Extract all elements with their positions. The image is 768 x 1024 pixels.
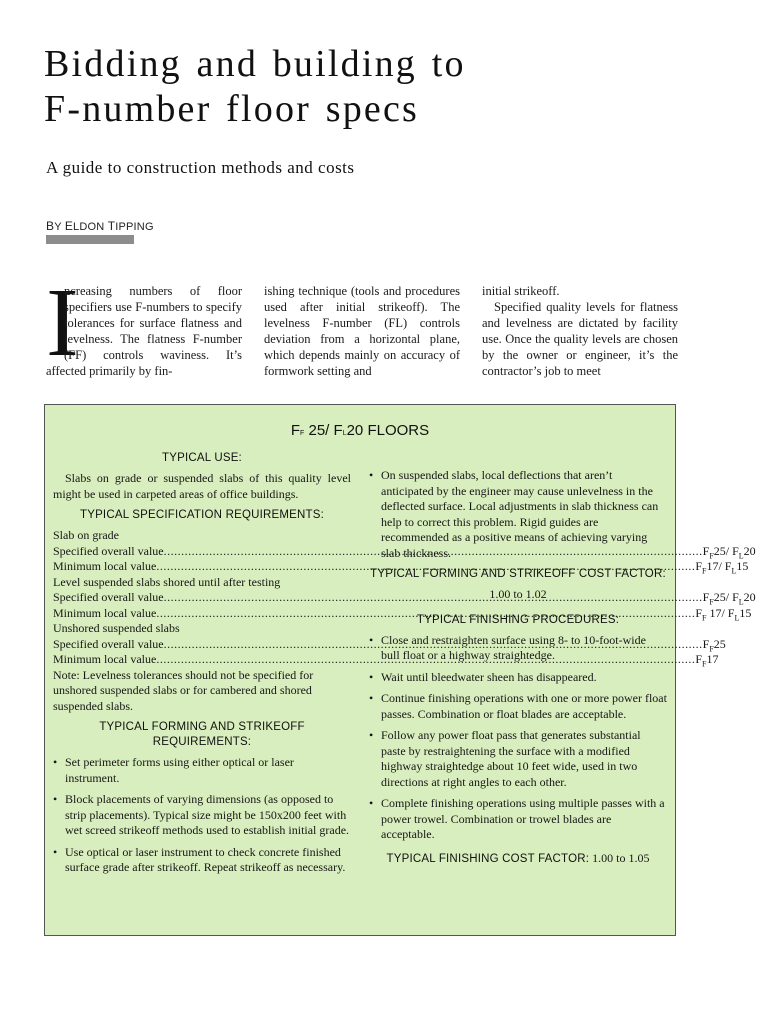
finishing-cost bbox=[369, 851, 667, 867]
list-item: • Wait until bleedwater sheen has disappeared. bbox=[369, 669, 597, 684]
article-title bbox=[44, 42, 734, 132]
intro-text-3b: Specified quality levels for flatness and levelness are dictated by facility use. Once the quality levels are chosen by the owner or engineer, it’s the contractor’s job to meet bbox=[482, 300, 678, 378]
finishing-heading: TYPICAL FINISHING PROCEDURES: bbox=[416, 613, 620, 626]
title-line-2: F-number floor specs bbox=[44, 88, 420, 130]
spec-row-value: $F_F25$ bbox=[702, 636, 726, 653]
forming-list-continued bbox=[369, 468, 667, 561]
spec-row-label: Minimum local value bbox=[53, 559, 157, 573]
intro-text-1: ncreasing numbers of floor specifiers use F-numbers to specify tolerances for surface flatness and levelness. The flatness F-number (FF) controls waviness. It’s affected primarily by fin- bbox=[46, 284, 242, 378]
spec-row-value: $F_F25/$ $F_L20$ bbox=[702, 543, 756, 560]
spec-row-label: Minimum local value bbox=[53, 605, 157, 620]
spec-group-label: Slab on grade bbox=[53, 528, 119, 542]
spec-row-value: $F_F$ 17/ $F_L15$ bbox=[695, 605, 752, 622]
intro-column-2 bbox=[264, 283, 460, 379]
spec-requirements-heading: TYPICAL SPECIFICATION REQUIREMENTS: bbox=[79, 509, 325, 521]
finishing-cost-value: 1.00 to 1.05 bbox=[592, 850, 650, 865]
list-item: • Continue finishing operations with one or more power float passes. Combination or float blades are acceptable. bbox=[369, 691, 667, 721]
spec-row-label: Specified overall value bbox=[53, 590, 164, 604]
spec-row-value: $F_F17/$ $F_L15$ bbox=[695, 559, 749, 576]
forming-heading: TYPICAL FORMING AND STRIKEOFF REQUIREMENTS: bbox=[99, 721, 305, 748]
spec-row-value: $F_F25/$ $F_L20$ bbox=[702, 590, 756, 607]
spec-row-label: Specified overall value bbox=[53, 543, 164, 558]
list-item: • Complete finishing operations using multiple passes with a power trowel. Combination or trowel blades are acceptable. bbox=[369, 796, 665, 841]
typical-use-heading: TYPICAL USE: bbox=[162, 452, 242, 464]
intro-text-2: ishing technique (tools and procedures used after initial strikeoff). The levelness F-number (FL) controls deviation from a horizontal plane, which depends mainly on accuracy of formwork setting and bbox=[264, 284, 460, 378]
finishing-list bbox=[369, 633, 667, 843]
list-item: • Use optical or laser instrument to check concrete finished surface grade after strikeoff. Repeat strikeoff as necessary. bbox=[53, 844, 346, 874]
title-line-1: Bidding and building to bbox=[44, 43, 466, 85]
spec-row-label: Specified overall value bbox=[53, 636, 164, 651]
forming-list bbox=[53, 755, 351, 876]
list-item: • Close and restraighten surface using 8- to 10-foot-wide bull float or a highway straightedge. bbox=[369, 632, 646, 662]
spec-row bbox=[53, 543, 756, 560]
spec-group-label: Unshored suspended slabs bbox=[53, 621, 180, 635]
intro-column-3 bbox=[482, 283, 678, 379]
intro-column-1 bbox=[46, 269, 242, 379]
sidebar-title: FF 25/ FL20 FLOORS bbox=[290, 422, 430, 439]
sidebar-right-column bbox=[369, 468, 667, 867]
sidebar-box bbox=[44, 404, 756, 936]
spec-row bbox=[53, 652, 719, 669]
finishing-cost-heading: TYPICAL FINISHING COST FACTOR: bbox=[386, 852, 590, 865]
list-item: • Follow any power float pass that generates substantial paste by restraightening the surface with a modified highway straightedge about 10 feet wide, used in two directions at right angles to each other. bbox=[369, 728, 641, 789]
spec-note: Note: Levelness tolerances should not be specified for unshored suspended slabs or for cambered and shored suspended slabs. bbox=[53, 667, 314, 713]
list-item: • Set perimeter forms using either optical or laser instrument. bbox=[53, 755, 294, 785]
intro-text-3a: initial strikeoff. bbox=[482, 284, 560, 298]
byline: BY ELDON TIPPING bbox=[46, 219, 154, 233]
forming-cost-value: 1.00 to 1.02 bbox=[489, 587, 547, 601]
spec-row-value: $F_F17$ bbox=[695, 652, 719, 669]
typical-use-text: Slabs on grade or suspended slabs of this quality level might be used in carpeted areas of office buildings. bbox=[53, 471, 351, 501]
drop-cap: I bbox=[46, 269, 79, 377]
list-item: • Block placements of varying dimensions (as opposed to strip placements). Typical size might be 150x200 feet with wet screed strikeoff methods used to establish initial grade. bbox=[53, 792, 350, 837]
article-subtitle: A guide to construction methods and costs bbox=[46, 158, 355, 177]
spec-group-label: Level suspended slabs shored until after testing bbox=[53, 574, 281, 589]
spec-row-label: Minimum local value bbox=[53, 652, 157, 666]
list-item: • On suspended slabs, local deflections that aren’t anticipated by the engineer may cause unlevelness in the deflected surface. Local adjustments in slab thickness can help to correct this problem. Rigid guides are recommended as a positive means of achieving varying slab thickness. bbox=[369, 468, 659, 560]
forming-cost-heading: TYPICAL FORMING AND STRIKEOFF COST FACTOR: bbox=[370, 568, 666, 580]
byline-rule bbox=[46, 235, 134, 244]
